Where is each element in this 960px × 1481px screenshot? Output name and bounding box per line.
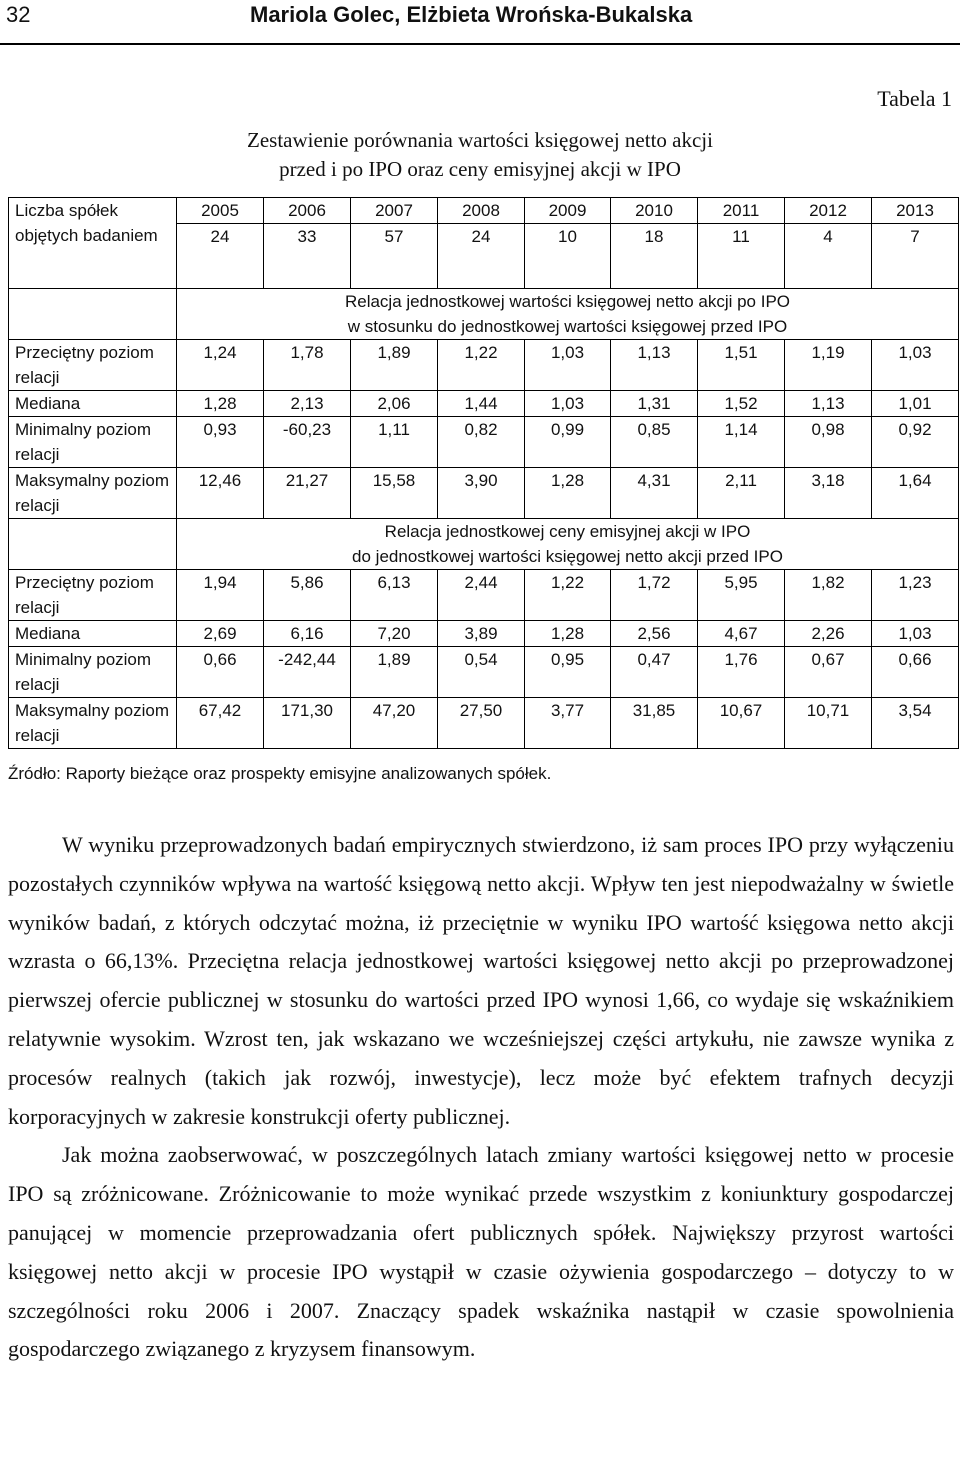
value-cell: 2,13	[264, 391, 351, 417]
companies-cell: 33	[264, 224, 351, 289]
year-cell: 2005	[177, 198, 264, 224]
year-cell: 2011	[698, 198, 785, 224]
companies-cell: 24	[438, 224, 525, 289]
companies-cell: 11	[698, 224, 785, 289]
value-cell: 0,99	[525, 417, 611, 468]
running-head-authors: Mariola Golec, Elżbieta Wrońska-Bukalska	[250, 2, 693, 27]
value-cell: 1,89	[351, 647, 438, 698]
section1-title	[177, 289, 959, 340]
value-cell: 1,76	[698, 647, 785, 698]
value-cell: 1,03	[525, 340, 611, 391]
year-cell: 2008	[438, 198, 525, 224]
year-cell: 2006	[264, 198, 351, 224]
section1-title-line2: w stosunku do jednostkowej wartości księgowej przed IPO	[347, 317, 788, 336]
value-cell: 1,14	[698, 417, 785, 468]
value-cell: 1,11	[351, 417, 438, 468]
table-row	[9, 647, 959, 698]
row-label: Przeciętny poziom relacji	[9, 340, 177, 391]
years-row	[9, 198, 959, 224]
section1-header-row	[9, 289, 959, 340]
row-label: Minimalny poziom relacji	[9, 417, 177, 468]
value-cell: 1,03	[872, 621, 959, 647]
value-cell: 0,98	[785, 417, 872, 468]
value-cell: 21,27	[264, 468, 351, 519]
value-cell: 1,78	[264, 340, 351, 391]
value-cell: 3,89	[438, 621, 525, 647]
companies-cell: 4	[785, 224, 872, 289]
value-cell: 47,20	[351, 698, 438, 749]
value-cell: 2,44	[438, 570, 525, 621]
section2-title-line1: Relacja jednostkowej ceny emisyjnej akcji w IPO	[384, 522, 751, 541]
value-cell: 3,77	[525, 698, 611, 749]
value-cell: 1,22	[438, 340, 525, 391]
value-cell: 3,90	[438, 468, 525, 519]
value-cell: 0,66	[177, 647, 264, 698]
table-row	[9, 340, 959, 391]
year-cell: 2013	[872, 198, 959, 224]
table-row	[9, 417, 959, 468]
value-cell: -242,44	[264, 647, 351, 698]
table-source: Źródło: Raporty bieżące oraz prospekty emisyjne analizowanych spółek.	[8, 764, 552, 783]
table-row	[9, 621, 959, 647]
row-label: Maksymalny poziom relacji	[9, 698, 177, 749]
paragraph: W wyniku przeprowadzonych badań empirycznych stwierdzono, iż sam proces IPO przy wyłączeniu pozostałych czynników wpływa na wartość księgową netto akcji. Wpływ ten jest niepodważalny w świetle wyników badań, z których odczytać można, iż przeciętnie w wyniku IPO wartość księgowa netto akcji wzrasta o 66,13%. Przeciętna relacja jednostkowej wartości księgowej netto akcji po przeprowadzonej pierwszej ofercie publicznej w stosunku do wartości przed IPO wynosi 1,66, co wydaje się wskaźnikiem relatywnie wysokim. Wzrost ten, jak wskazano we wcześniejszej części artykułu, nie zawsze wynika z procesów realnych (takich jak rozwój, inwestycje), lecz może być efektem trafnych decyzji korporacyjnych w zakresie konstrukcji oferty publicznej.	[8, 832, 954, 1129]
table-label: Tabela 1	[877, 86, 952, 111]
companies-cell: 10	[525, 224, 611, 289]
value-cell: 4,67	[698, 621, 785, 647]
value-cell: 1,13	[611, 340, 698, 391]
row-label: Minimalny poziom relacji	[9, 647, 177, 698]
value-cell: 0,95	[525, 647, 611, 698]
value-cell: 0,85	[611, 417, 698, 468]
value-cell: 3,18	[785, 468, 872, 519]
table-caption-line1: Zestawienie porównania wartości księgowej netto akcji	[247, 128, 713, 152]
page-number: 32	[6, 2, 31, 27]
value-cell: 1,19	[785, 340, 872, 391]
value-cell: 6,16	[264, 621, 351, 647]
value-cell: 6,13	[351, 570, 438, 621]
value-cell: 1,89	[351, 340, 438, 391]
value-cell: 27,50	[438, 698, 525, 749]
value-cell: 5,95	[698, 570, 785, 621]
value-cell: 10,67	[698, 698, 785, 749]
year-cell: 2009	[525, 198, 611, 224]
section2-title-line2: do jednostkowej wartości księgowej netto akcji przed IPO	[352, 547, 783, 566]
value-cell: 1,51	[698, 340, 785, 391]
value-cell: 1,72	[611, 570, 698, 621]
value-cell: 1,23	[872, 570, 959, 621]
value-cell: 171,30	[264, 698, 351, 749]
body-text	[8, 826, 954, 1369]
table-row	[9, 698, 959, 749]
value-cell: 0,47	[611, 647, 698, 698]
value-cell: 0,93	[177, 417, 264, 468]
value-cell: 1,31	[611, 391, 698, 417]
value-cell: 5,86	[264, 570, 351, 621]
header-rule	[0, 43, 960, 45]
section2-header-row	[9, 519, 959, 570]
section2-title	[177, 519, 959, 570]
value-cell: 1,28	[177, 391, 264, 417]
value-cell: 0,92	[872, 417, 959, 468]
table-caption-line2: przed i po IPO oraz ceny emisyjnej akcji w IPO	[279, 157, 681, 181]
value-cell: 1,44	[438, 391, 525, 417]
value-cell: 1,28	[525, 621, 611, 647]
value-cell: 15,58	[351, 468, 438, 519]
table-row	[9, 391, 959, 417]
value-cell: 1,03	[525, 391, 611, 417]
value-cell: 2,69	[177, 621, 264, 647]
value-cell: 2,06	[351, 391, 438, 417]
value-cell: 1,24	[177, 340, 264, 391]
value-cell: 0,54	[438, 647, 525, 698]
paragraph: Jak można zaobserwować, w poszczególnych latach zmiany wartości księgowej netto w procesie IPO są zróżnicowane. Zróżnicowanie to może wynikać przede wszystkim z koniunktury gospodarczej panującej w momencie przeprowadzania ofert publicznych spółek. Największy przyrost wartości księgowej netto akcji w procesie IPO wystąpił w czasie ożywienia gospodarczego – dotyczy to w szczególności roku 2006 i 2007. Znaczący spadek wskaźnika nastąpił w czasie spowolnienia gospodarczego związanego z kryzysem finansowym.	[8, 1142, 954, 1362]
value-cell: 1,52	[698, 391, 785, 417]
row-label: Maksymalny poziom relacji	[9, 468, 177, 519]
table-row	[9, 570, 959, 621]
value-cell: 4,31	[611, 468, 698, 519]
value-cell: 3,54	[872, 698, 959, 749]
value-cell: -60,23	[264, 417, 351, 468]
value-cell: 1,13	[785, 391, 872, 417]
value-cell: 7,20	[351, 621, 438, 647]
value-cell: 2,56	[611, 621, 698, 647]
value-cell: 31,85	[611, 698, 698, 749]
section1-title-line1: Relacja jednostkowej wartości księgowej netto akcji po IPO	[344, 292, 791, 311]
year-cell: 2007	[351, 198, 438, 224]
value-cell: 12,46	[177, 468, 264, 519]
value-cell: 2,26	[785, 621, 872, 647]
value-cell: 0,82	[438, 417, 525, 468]
value-cell: 1,03	[872, 340, 959, 391]
value-cell: 1,28	[525, 468, 611, 519]
page-header	[0, 0, 960, 44]
value-cell: 1,64	[872, 468, 959, 519]
comparison-table	[8, 197, 959, 749]
row-label: Mediana	[9, 621, 177, 647]
value-cell: 0,66	[872, 647, 959, 698]
value-cell: 0,67	[785, 647, 872, 698]
row-label: Przeciętny poziom relacji	[9, 570, 177, 621]
value-cell: 67,42	[177, 698, 264, 749]
value-cell: 2,11	[698, 468, 785, 519]
value-cell: 1,01	[872, 391, 959, 417]
companies-cell: 57	[351, 224, 438, 289]
value-cell: 1,82	[785, 570, 872, 621]
value-cell: 10,71	[785, 698, 872, 749]
table-row	[9, 468, 959, 519]
companies-cell: 18	[611, 224, 698, 289]
value-cell: 1,94	[177, 570, 264, 621]
companies-label: Liczba spółek objętych badaniem	[9, 198, 177, 289]
companies-cell: 24	[177, 224, 264, 289]
value-cell: 1,22	[525, 570, 611, 621]
year-cell: 2010	[611, 198, 698, 224]
year-cell: 2012	[785, 198, 872, 224]
companies-cell: 7	[872, 224, 959, 289]
row-label: Mediana	[9, 391, 177, 417]
